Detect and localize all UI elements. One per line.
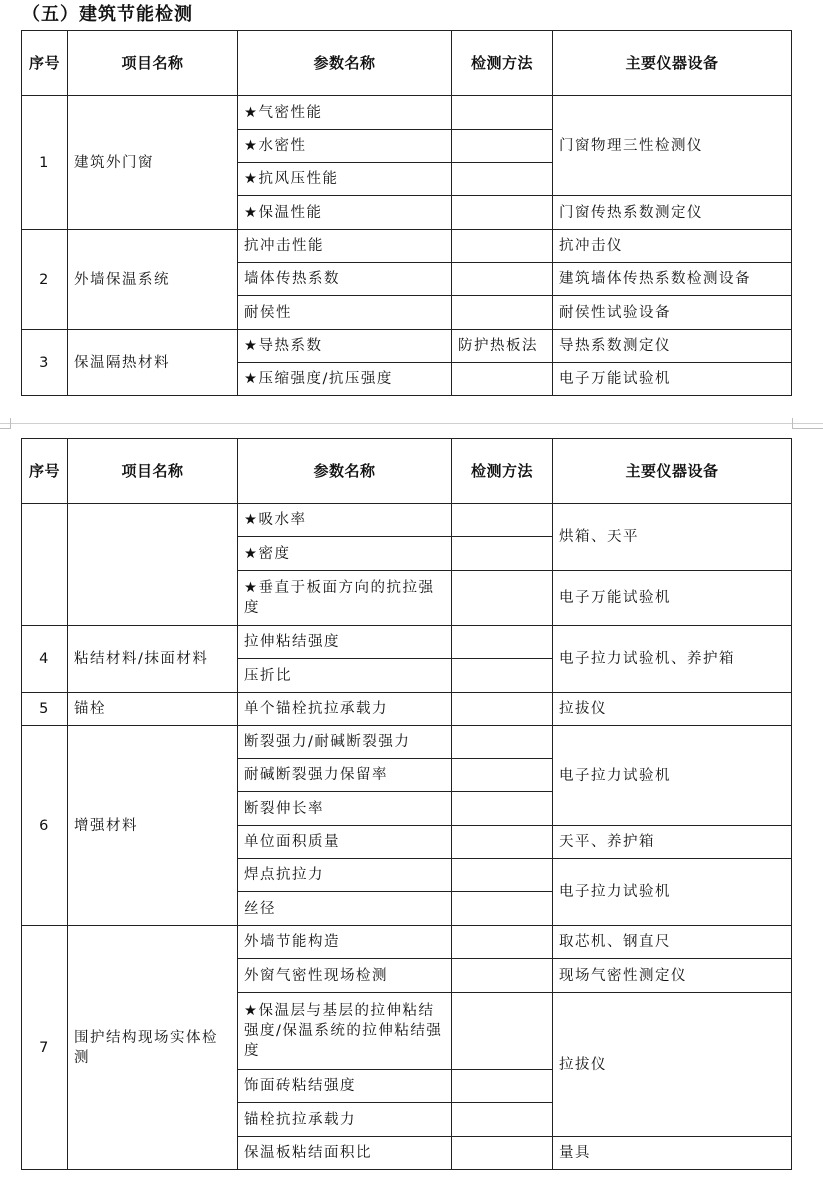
equipment: 门窗传热系数测定仪 [553, 196, 792, 230]
item-name [68, 504, 238, 626]
equipment: 取芯机、钢直尺 [553, 926, 792, 959]
equipment: 门窗物理三性检测仪 [553, 96, 792, 196]
param-name: 饰面砖粘结强度 [238, 1070, 452, 1103]
method [452, 726, 553, 759]
table-header-row [22, 31, 792, 96]
param-name: ★导热系数 [238, 330, 452, 363]
param-name: 压折比 [238, 659, 452, 693]
equipment: 拉拔仪 [553, 693, 792, 726]
item-name: 外墙保温系统 [68, 230, 238, 330]
table-row [22, 926, 792, 959]
table-row [22, 96, 792, 130]
method [452, 504, 553, 537]
param-name: 保温板粘结面积比 [238, 1137, 452, 1170]
equipment: 建筑墙体传热系数检测设备 [553, 263, 792, 296]
item-name: 围护结构现场实体检测 [68, 926, 238, 1170]
col-header-method: 检测方法 [452, 31, 553, 96]
method [452, 130, 553, 163]
row-number: 2 [22, 230, 68, 330]
equipment: 电子万能试验机 [553, 571, 792, 626]
equipment: 量具 [553, 1137, 792, 1170]
param-name: 抗冲击性能 [238, 230, 452, 263]
equipment: 耐侯性试验设备 [553, 296, 792, 330]
row-number: 7 [22, 926, 68, 1170]
col-header-equipment: 主要仪器设备 [553, 439, 792, 504]
method [452, 959, 553, 993]
equipment: 电子拉力试验机 [553, 726, 792, 826]
equipment: 导热系数测定仪 [553, 330, 792, 363]
param-name: 焊点抗拉力 [238, 859, 452, 892]
param-name: 外窗气密性现场检测 [238, 959, 452, 993]
row-number [22, 504, 68, 626]
col-header-no: 序号 [22, 31, 68, 96]
param-name: 丝径 [238, 892, 452, 926]
page-break [0, 418, 823, 430]
item-name: 建筑外门窗 [68, 96, 238, 230]
method: 防护热板法 [452, 330, 553, 363]
table-row [22, 230, 792, 263]
page-corner-mark-right [792, 418, 823, 429]
section-heading: （五）建筑节能检测 [22, 4, 193, 25]
method [452, 826, 553, 859]
equipment: 电子拉力试验机 [553, 859, 792, 926]
method [452, 96, 553, 130]
method [452, 230, 553, 263]
col-header-method: 检测方法 [452, 439, 553, 504]
param-name: ★保温层与基层的拉伸粘结强度/保温系统的拉伸粘结强度 [238, 993, 452, 1070]
method [452, 659, 553, 693]
row-number: 4 [22, 626, 68, 693]
equipment: 拉拔仪 [553, 993, 792, 1137]
page-corner-mark-left [0, 418, 11, 429]
item-name: 保温隔热材料 [68, 330, 238, 396]
item-name: 锚栓 [68, 693, 238, 726]
method [452, 296, 553, 330]
method [452, 263, 553, 296]
method [452, 1103, 553, 1137]
param-name: ★吸水率 [238, 504, 452, 537]
method [452, 926, 553, 959]
method [452, 993, 553, 1070]
method [452, 693, 553, 726]
param-name: 断裂强力/耐碱断裂强力 [238, 726, 452, 759]
param-name: 耐碱断裂强力保留率 [238, 759, 452, 792]
col-header-item-name: 项目名称 [68, 439, 238, 504]
param-name: 断裂伸长率 [238, 792, 452, 826]
table-row [22, 693, 792, 726]
method [452, 363, 553, 396]
param-name: ★垂直于板面方向的抗拉强度 [238, 571, 452, 626]
row-number: 3 [22, 330, 68, 396]
item-name: 增强材料 [68, 726, 238, 926]
equipment: 烘箱、天平 [553, 504, 792, 571]
row-number: 1 [22, 96, 68, 230]
param-name: ★抗风压性能 [238, 163, 452, 196]
page-break-line [0, 423, 823, 424]
col-header-item-name: 项目名称 [68, 31, 238, 96]
equipment: 现场气密性测定仪 [553, 959, 792, 993]
param-name: 锚栓抗拉承载力 [238, 1103, 452, 1137]
param-name: 墙体传热系数 [238, 263, 452, 296]
table-header-row [22, 439, 792, 504]
param-name: 耐侯性 [238, 296, 452, 330]
inspection-table-part-1 [21, 30, 792, 396]
col-header-param-name: 参数名称 [238, 31, 452, 96]
method [452, 859, 553, 892]
table-row [22, 504, 792, 537]
param-name: 外墙节能构造 [238, 926, 452, 959]
param-name: ★保温性能 [238, 196, 452, 230]
table-row [22, 726, 792, 759]
equipment: 电子拉力试验机、养护箱 [553, 626, 792, 693]
row-number: 6 [22, 726, 68, 926]
param-name: 单位面积质量 [238, 826, 452, 859]
param-name: 单个锚栓抗拉承载力 [238, 693, 452, 726]
table-row [22, 330, 792, 363]
method [452, 571, 553, 626]
method [452, 196, 553, 230]
row-number: 5 [22, 693, 68, 726]
method [452, 1070, 553, 1103]
method [452, 892, 553, 926]
equipment: 电子万能试验机 [553, 363, 792, 396]
item-name: 粘结材料/抹面材料 [68, 626, 238, 693]
method [452, 759, 553, 792]
method [452, 537, 553, 571]
param-name: ★密度 [238, 537, 452, 571]
col-header-no: 序号 [22, 439, 68, 504]
table-row [22, 626, 792, 659]
param-name: ★压缩强度/抗压强度 [238, 363, 452, 396]
equipment: 天平、养护箱 [553, 826, 792, 859]
method [452, 1137, 553, 1170]
method [452, 626, 553, 659]
col-header-equipment: 主要仪器设备 [553, 31, 792, 96]
method [452, 792, 553, 826]
method [452, 163, 553, 196]
param-name: ★水密性 [238, 130, 452, 163]
inspection-table-part-2 [21, 438, 792, 1170]
equipment: 抗冲击仪 [553, 230, 792, 263]
param-name: ★气密性能 [238, 96, 452, 130]
col-header-param-name: 参数名称 [238, 439, 452, 504]
param-name: 拉伸粘结强度 [238, 626, 452, 659]
